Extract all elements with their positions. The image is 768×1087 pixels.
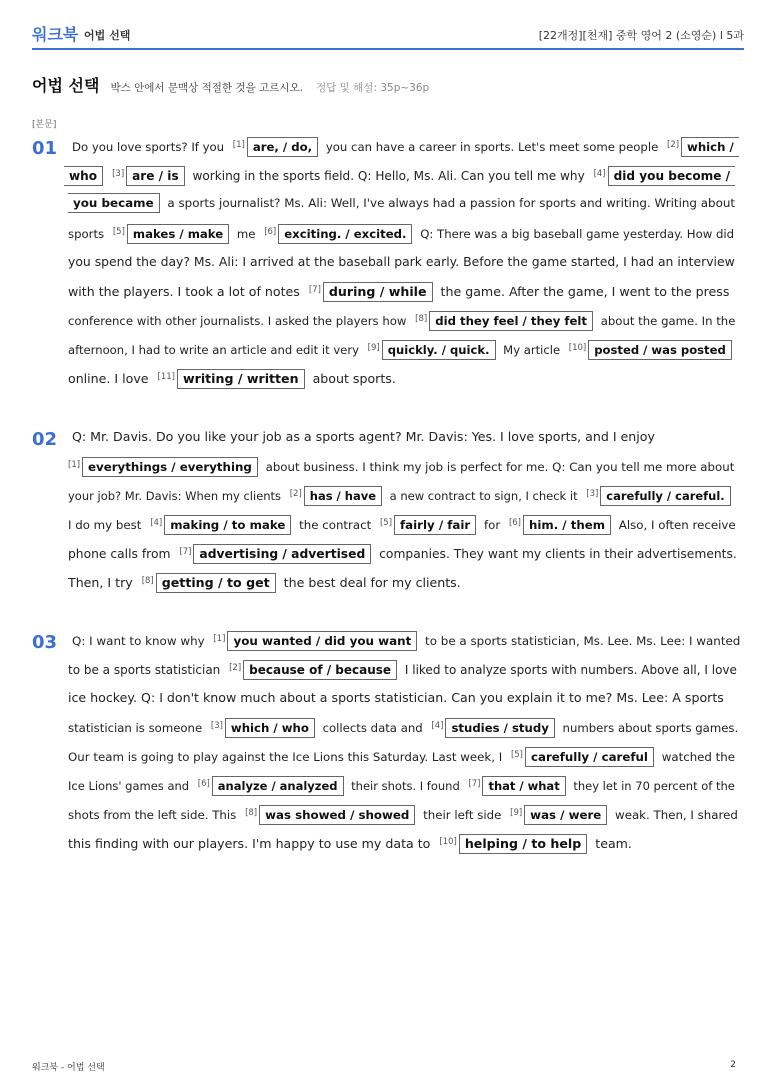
blank-number: [2] <box>289 489 302 499</box>
passage-03 <box>68 625 741 857</box>
choice-box[interactable]: fairly / fair <box>394 515 476 535</box>
passage-text: I liked to analyze sports with numbers. Above all, I love <box>401 663 737 677</box>
passage-text: your job? Mr. Davis: When my clients <box>68 489 285 503</box>
passage-text: Then, I try <box>68 575 137 590</box>
blank-number: [1] <box>232 140 245 150</box>
passage-text: a sports journalist? Ms. Ali: Well, I've always had a passion for sports and writing. Writing about <box>163 196 736 210</box>
choice-box[interactable]: are, / do, <box>247 137 318 157</box>
choice-box[interactable]: who <box>64 166 103 186</box>
passage-line <box>72 625 741 654</box>
passage-line <box>68 247 735 276</box>
question-number: 03 <box>32 632 58 653</box>
choice-box[interactable]: studies / study <box>445 718 554 738</box>
choice-box[interactable]: are / is <box>126 166 185 186</box>
choice-box[interactable]: makes / make <box>127 224 229 244</box>
passage-line <box>68 712 739 741</box>
passage-text: collects data and <box>318 721 427 735</box>
choice-box[interactable]: exciting. / excited. <box>278 224 412 244</box>
passage-text: working in the sports field. Q: Hello, Ms. Ali. Can you tell me why <box>188 169 589 183</box>
passage-text: weak. Then, I shared <box>611 808 738 822</box>
passage-02 <box>68 422 737 596</box>
passage-text: this finding with our players. I'm happy to use my data to <box>68 836 435 851</box>
footer-label: 워크북 - 어법 선택 <box>32 1063 105 1073</box>
passage-text: me <box>233 227 260 241</box>
passage-text: with the players. I took a lot of notes <box>68 284 304 299</box>
passage-text: the contract <box>295 518 375 532</box>
passage-text: numbers about sports games. <box>558 721 739 735</box>
passage-text: a new contract to sign, I check it <box>386 489 582 503</box>
choice-box[interactable]: has / have <box>304 486 382 506</box>
passage-text: ice hockey. Q: I don't know much about a sports statistician. Can you explain it to me? Ms. Lee: A sports <box>68 690 724 705</box>
blank-number: [6] <box>264 227 277 237</box>
choice-box[interactable]: advertising / advertised <box>193 544 371 564</box>
choice-box[interactable]: posted / was posted <box>588 340 732 360</box>
question-number: 02 <box>32 429 58 450</box>
blank-number: [8] <box>415 314 428 324</box>
blank-number: [6] <box>197 779 210 789</box>
page-header <box>32 20 744 50</box>
passage-line <box>68 363 732 392</box>
choice-box[interactable]: writing / written <box>177 369 305 389</box>
passage-text: sports <box>68 227 108 241</box>
passage-line <box>68 305 736 334</box>
passage-line <box>68 276 732 305</box>
blank-number: [7] <box>308 285 321 295</box>
page-number: 2 <box>730 1060 736 1070</box>
passage-text: to be a sports statistician, Ms. Lee. Ms. Lee: I wanted <box>421 634 741 648</box>
choice-box[interactable]: did they feel / they felt <box>429 311 593 331</box>
answer-reference: 정답 및 해설: 35p~36p <box>316 82 430 94</box>
passage-line <box>68 189 736 218</box>
passage-line <box>72 131 732 160</box>
passage-text: Do you love sports? If you <box>72 140 228 154</box>
passage-line <box>68 683 732 712</box>
passage-line <box>68 741 736 770</box>
passage-line <box>68 567 732 596</box>
header-subtitle: 어법 선택 <box>84 29 131 42</box>
choice-box[interactable]: was / were <box>524 805 607 825</box>
blank-number: [3] <box>586 489 599 499</box>
passage-text: about sports. <box>308 371 396 386</box>
choice-box[interactable]: analyze / analyzed <box>212 776 344 796</box>
blank-number: [1] <box>213 634 226 644</box>
passage-text: companies. They want my clients in their advertisements. <box>375 547 737 561</box>
passage-text: Q: There was a big baseball game yesterday. How did <box>416 227 735 241</box>
section-label: [본문] <box>32 120 57 130</box>
blank-number: [9] <box>510 808 523 818</box>
page-title: 어법 선택 <box>32 76 100 95</box>
blank-number: [10] <box>439 837 457 847</box>
passage-text: I do my best <box>68 518 146 532</box>
passage-text: to be a sports statistician <box>68 663 225 677</box>
blank-number: [7] <box>468 779 481 789</box>
blank-number: [2] <box>667 140 680 150</box>
passage-text: about the game. In the <box>597 314 736 328</box>
blank-number: [9] <box>367 343 380 353</box>
passage-text: shots from the left side. This <box>68 808 241 822</box>
choice-box[interactable]: helping / to help <box>459 834 587 854</box>
passage-text: about business. I think my job is perfect for me. Q: Can you tell me more about <box>261 460 735 474</box>
choice-box[interactable]: did you become / <box>608 166 735 186</box>
passage-line <box>68 654 737 683</box>
passage-text: you spend the day? Ms. Ali: I arrived at the baseball park early. Before the game started, I had an interview <box>68 254 735 269</box>
instruction-text: 박스 안에서 문맥상 적절한 것을 고르시오. <box>110 82 303 94</box>
choice-box[interactable]: everythings / everything <box>82 457 258 477</box>
passage-line <box>68 451 735 480</box>
passage-text: team. <box>591 836 632 851</box>
blank-number: [8] <box>245 808 258 818</box>
passage-line <box>68 538 737 567</box>
blank-number: [4] <box>593 169 606 179</box>
passage-line <box>68 770 735 799</box>
blank-number: [1] <box>68 460 81 470</box>
blank-number: [2] <box>229 663 242 673</box>
blank-number: [7] <box>179 547 192 557</box>
choice-box[interactable]: you became <box>68 193 160 213</box>
blank-number: [5] <box>510 750 523 760</box>
passage-line <box>68 509 736 538</box>
choice-box[interactable]: you wanted / did you want <box>227 631 417 651</box>
passage-text: the best deal for my clients. <box>279 575 461 590</box>
choice-box[interactable]: because of / because <box>243 660 397 680</box>
choice-box[interactable]: which / <box>681 137 739 157</box>
passage-text: Our team is going to play against the Ice Lions this Saturday. Last week, I <box>68 750 506 764</box>
choice-box[interactable]: him. / them <box>523 515 611 535</box>
blank-number: [4] <box>431 721 444 731</box>
passage-line <box>68 160 732 189</box>
blank-number: [3] <box>210 721 223 731</box>
passage-text: the game. After the game, I went to the press <box>436 284 730 299</box>
choice-box[interactable]: quickly. / quick. <box>382 340 496 360</box>
passage-line <box>68 799 738 828</box>
passage-text: watched the <box>657 750 736 764</box>
passage-text: Ice Lions' games and <box>68 779 193 793</box>
passage-text: statistician is someone <box>68 721 206 735</box>
choice-box[interactable]: making / to make <box>164 515 291 535</box>
blank-number: [11] <box>157 372 175 382</box>
choice-box[interactable]: which / who <box>225 718 315 738</box>
blank-number: [10] <box>568 343 587 353</box>
brand-title: 워크북 <box>32 25 79 44</box>
passage-text: Q: I want to know why <box>72 634 209 648</box>
passage-line <box>68 480 732 509</box>
passage-line <box>68 828 732 857</box>
blank-number: [4] <box>150 518 163 528</box>
blank-number: [3] <box>112 169 125 179</box>
question-number: 01 <box>32 138 58 159</box>
course-info: [22개정][천재] 중학 영어 2 (소영순) l 5과 <box>538 29 744 42</box>
passage-text: phone calls from <box>68 547 175 561</box>
blank-number: [5] <box>379 518 393 528</box>
choice-box[interactable]: carefully / careful. <box>600 486 730 506</box>
passage-line <box>68 334 732 363</box>
passage-text: conference with other journalists. I asked the players how <box>68 314 411 328</box>
passage-text: Q: Mr. Davis. Do you like your job as a sports agent? Mr. Davis: Yes. I love sports, and I enjoy <box>72 429 655 444</box>
passage-text: afternoon, I had to write an article and edit it very <box>68 343 363 357</box>
choice-box[interactable]: getting / to get <box>156 573 276 593</box>
blank-number: [8] <box>141 576 154 586</box>
choice-box[interactable]: carefully / careful <box>525 747 654 767</box>
passage-text: online. I love <box>68 371 153 386</box>
passage-01 <box>68 131 736 392</box>
passage-text: their shots. I found <box>347 779 464 793</box>
title-row <box>32 73 429 96</box>
passage-text: you can have a career in sports. Let's meet some people <box>322 140 662 154</box>
passage-text: My article <box>499 343 564 357</box>
choice-box[interactable]: during / while <box>323 282 433 302</box>
passage-text: their left side <box>419 808 506 822</box>
passage-text: they let in 70 percent of the <box>569 779 735 793</box>
passage-line <box>68 218 735 247</box>
choice-box[interactable]: was showed / showed <box>259 805 415 825</box>
choice-box[interactable]: that / what <box>482 776 565 796</box>
blank-number: [6] <box>508 518 521 528</box>
blank-number: [5] <box>112 227 125 237</box>
passage-text: Also, I often receive <box>615 518 736 532</box>
passage-line <box>72 422 732 451</box>
passage-text: for <box>480 518 504 532</box>
